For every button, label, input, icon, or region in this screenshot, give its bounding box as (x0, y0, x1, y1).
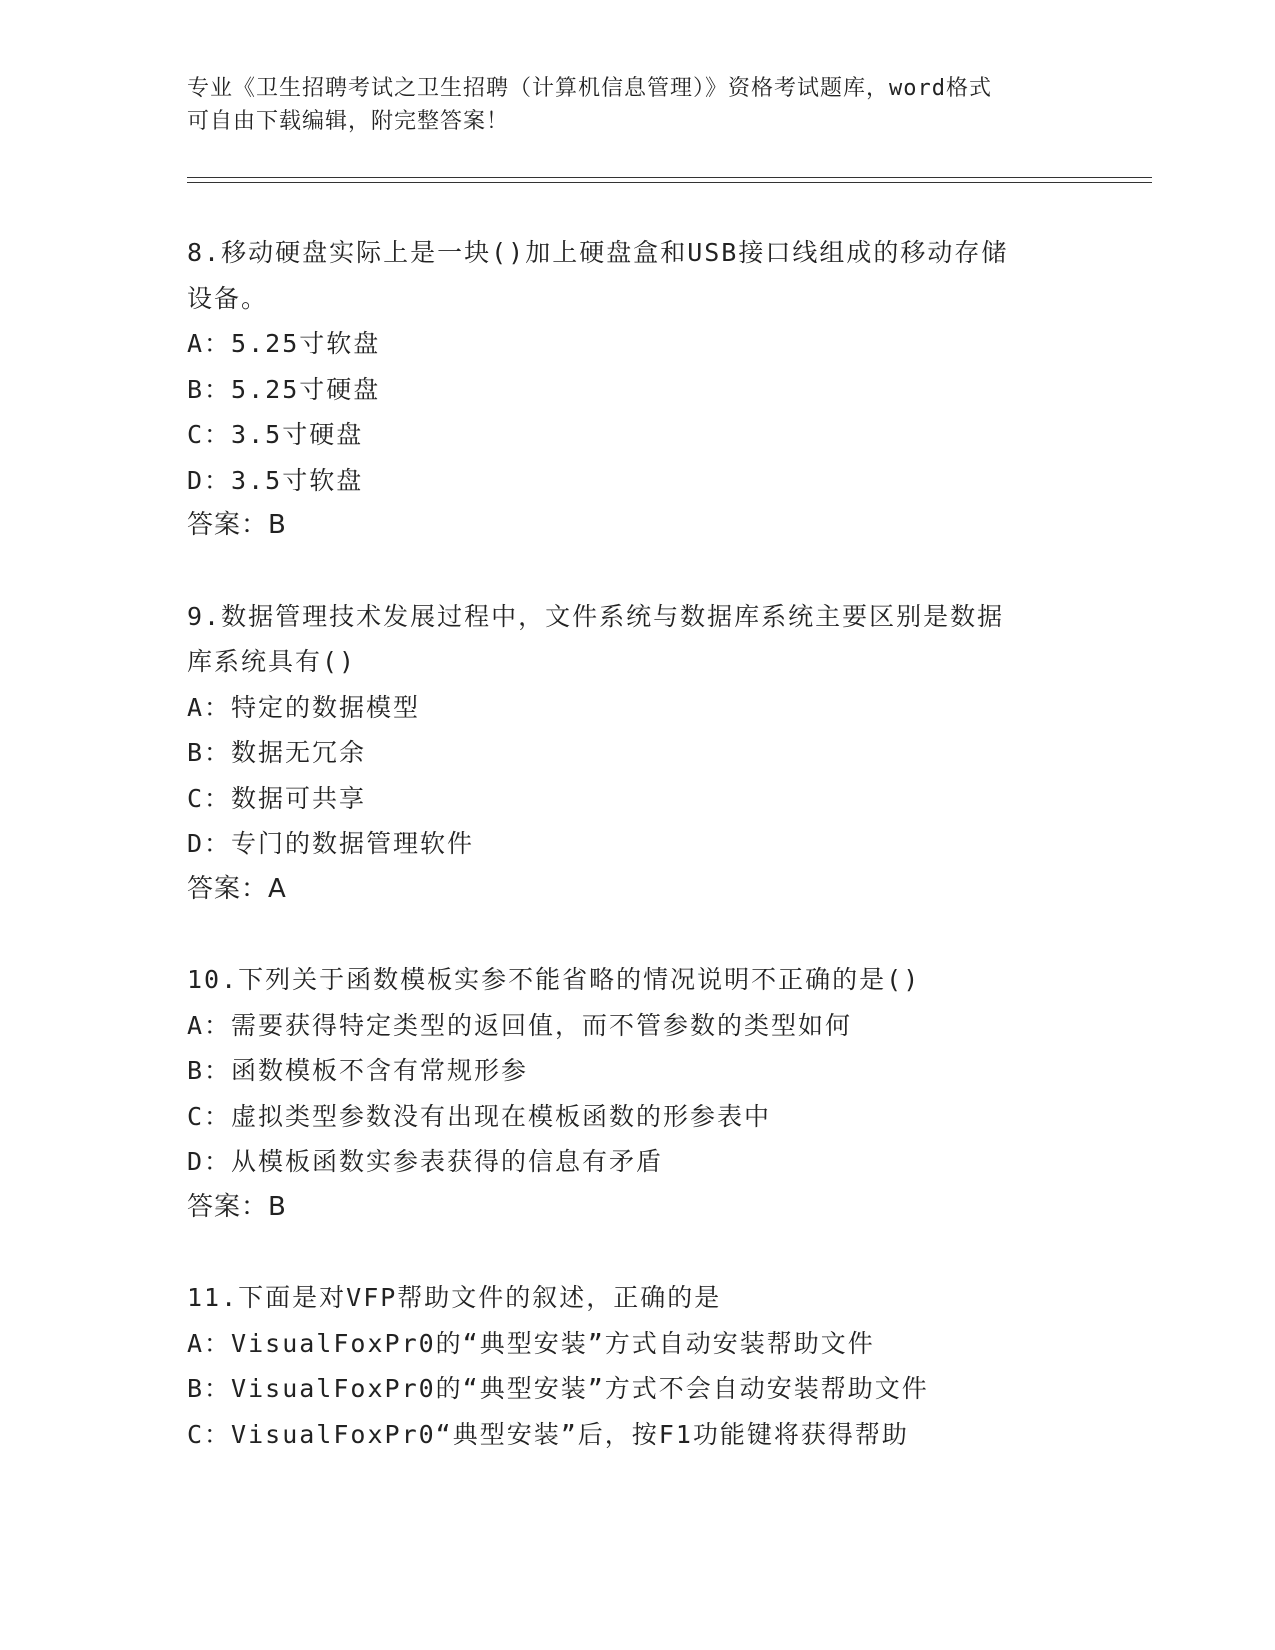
option-d: D：专门的数据管理软件 (187, 829, 475, 858)
option-c: C：VisualFoxPr0“典型安装”后，按F1功能键将获得帮助 (187, 1419, 909, 1449)
question-stem: 9.数据管理技术发展过程中，文件系统与数据库系统主要区别是数据 (187, 601, 1005, 631)
question-stem-continued: 设备。 (187, 283, 269, 313)
question-stem: 10.下列关于函数模板实参不能省略的情况说明不正确的是() (187, 965, 921, 994)
option-a: A：特定的数据模型 (187, 692, 421, 722)
question-10 (187, 957, 1087, 1230)
option-d: D：从模板函数实参表获得的信息有矛盾 (187, 1147, 664, 1176)
option-d: D：3.5寸软盘 (187, 465, 364, 495)
question-stem-continued: 库系统具有() (187, 647, 357, 676)
answer: 答案：B (187, 1191, 287, 1222)
option-b: B：5.25寸硬盘 (187, 374, 381, 404)
question-11 (187, 1275, 1087, 1457)
question-stem: 8.移动硬盘实际上是一块()加上硬盘盒和USB接口线组成的移动存储 (187, 238, 1009, 267)
header-rule-top (187, 177, 1152, 178)
question-8 (187, 230, 1087, 549)
option-a: A：需要获得特定类型的返回值，而不管参数的类型如何 (187, 1010, 853, 1040)
option-c: C：数据可共享 (187, 783, 367, 813)
option-a: A：VisualFoxPr0的“典型安装”方式自动安装帮助文件 (187, 1328, 875, 1358)
option-c: C：虚拟类型参数没有出现在模板函数的形参表中 (187, 1101, 772, 1131)
question-list (187, 230, 1087, 1502)
option-b: B：VisualFoxPr0的“典型安装”方式不会自动安装帮助文件 (187, 1374, 929, 1403)
document-header (187, 72, 1087, 138)
option-b: B：数据无冗余 (187, 738, 367, 767)
answer: 答案：A (187, 873, 287, 904)
header-line-1: 专业《卫生招聘考试之卫生招聘（计算机信息管理）》资格考试题库，word格式 (187, 76, 992, 101)
option-c: C：3.5寸硬盘 (187, 420, 364, 449)
option-b: B：函数模板不含有常规形参 (187, 1056, 529, 1085)
question-stem: 11.下面是对VFP帮助文件的叙述，正确的是 (187, 1283, 722, 1312)
option-a: A：5.25寸软盘 (187, 329, 381, 358)
header-line-2: 可自由下载编辑，附完整答案！ (187, 109, 510, 134)
question-9 (187, 594, 1087, 913)
header-rule-bottom (187, 182, 1152, 183)
answer: 答案：B (187, 510, 287, 540)
